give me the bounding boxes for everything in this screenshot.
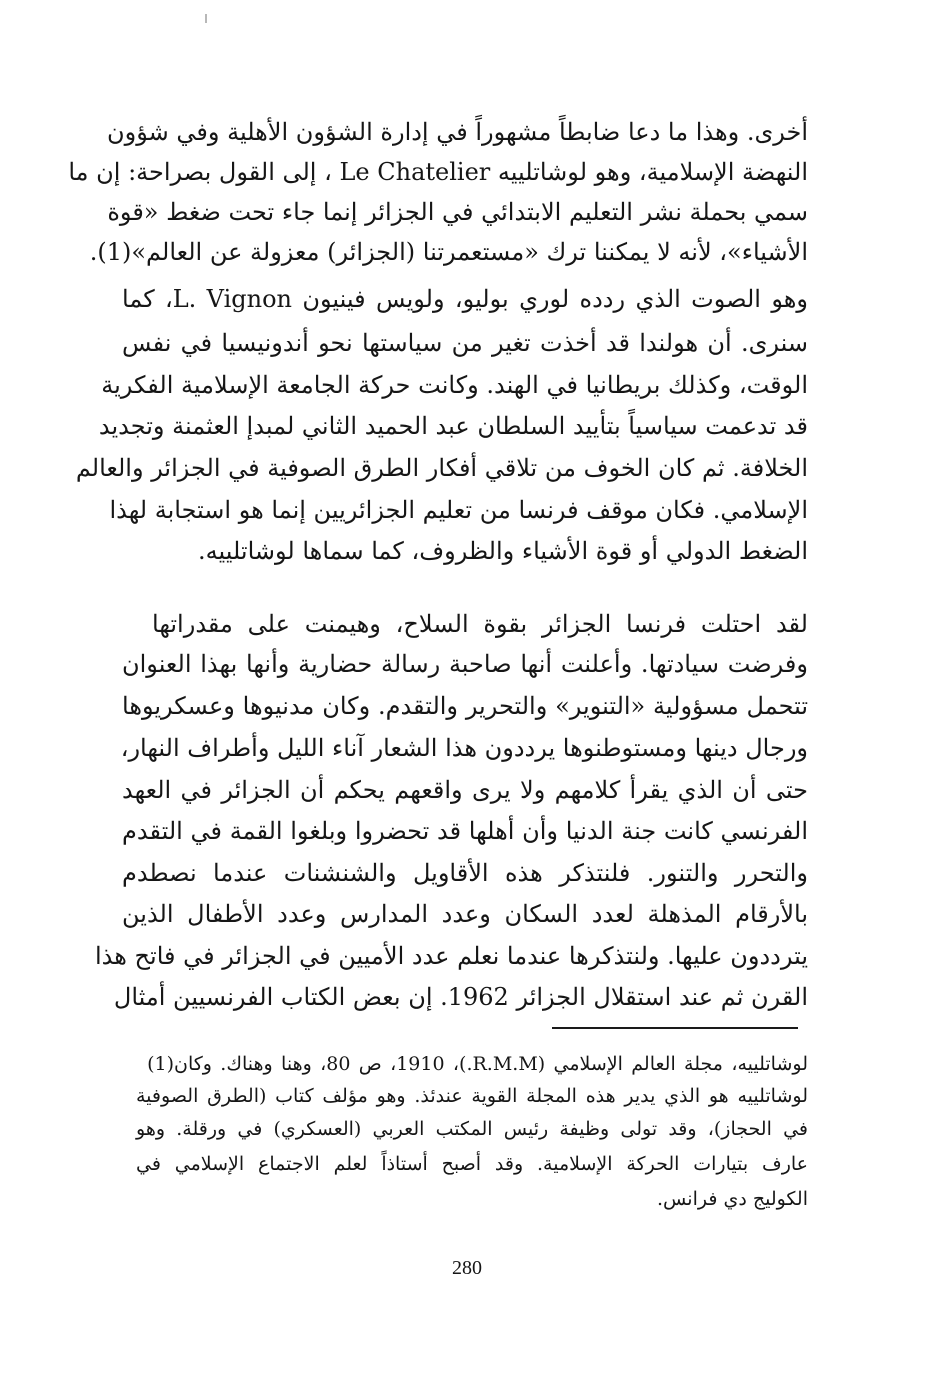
footnote-line: لوشاتلييه هو الذي يدير هذه المجلة القوية عندئذ. وهو مؤلف كتاب (الطرق الصوفية [136,1085,808,1107]
footnote-number: (1) [147,1053,174,1075]
scan-mark [205,14,207,23]
text-line: يترددون عليها. ولنتذكرها عندما نعلم عدد الأميين في الجزائر في فاتح هذا [94,942,808,970]
page-number: 280 [452,1257,482,1279]
footnote-line: الكوليج دي فرانس. [657,1188,808,1210]
footnote-divider [552,1027,798,1029]
text-line: ورجال دينها ومستوطنوها يرددون هذا الشعار آناء الليل وأطراف النهار، [120,734,808,762]
footnote-line: لوشاتلييه، مجلة العالم الإسلامي (R.M.M.)، 1910، ص 80، وهنا وهناك. وكان [174,1053,808,1075]
text-line: والتحرر والتنور. فلنتذكر هذه الأقاويل والشنشنات عندما نصطدم [122,859,808,887]
text-line: النهضة الإسلامية، وهو لوشاتلييه Le Chatelier ، إلى القول بصراحة: إن ما [68,158,808,186]
text-line: قد تدعمت سياسياً بتأييد السلطان عبد الحميد الثاني لمبدإ العثمنة وتجديد [98,412,808,440]
footnote-line: عارف بتيارات الحركة الإسلامية. وقد أصبح أستاذاً لعلم الاجتماع الإسلامي في [136,1153,808,1175]
text-line: الضغط الدولي أو قوة الأشياء والظروف، كما سماها لوشاتلييه. [197,537,808,565]
text-line: الوقت، وكذلك بريطانيا في الهند. وكانت حركة الجامعة الإسلامية الفكرية [101,371,808,399]
text-line: سنرى. أن هولندا قد أخذت تغير من سياستها نحو أندونيسيا في نفس [122,329,808,357]
text-line: الإسلامي. فكان موقف فرنسا من تعليم الجزائريين إنما هو استجابة لهذا [109,496,808,524]
text-line: الفرنسي كانت جنة الدنيا وأن أهلها قد تحضروا وبلغوا القمة في التقدم [122,817,809,845]
text-line: لقد احتلت فرنسا الجزائر بقوة السلاح، وهيمنت على مقدراتها [152,610,808,638]
text-line: بالأرقام المذهلة لعدد السكان وعدد المدارس وعدد الأطفال الذين [122,900,808,928]
text-line: تتحمل مسؤولية «التنوير» والتحرير والتقدم. وكان مدنيوها وعسكريوها [122,692,808,720]
text-line: وهو الصوت الذي ردده لوري بوليو، ولويس فينيون L. Vignon، كما [122,285,808,313]
text-line: الخلافة. ثم كان الخوف من تلاقي أفكار الطرق الصوفية في الجزائر والعالم [75,454,808,482]
text-line: وفرضت سيادتها. وأعلنت أنها صاحبة رسالة حضارية وأنها بهذا العنوان [122,650,808,678]
text-line: أخرى. وهذا ما دعا ضابطاً مشهوراً في إدارة الشؤون الأهلية وفي شؤون [107,118,808,146]
text-line: حتى أن الذي يقرأ كلامهم ولا يرى واقعهم يحكم أن الجزائر في العهد [122,776,808,804]
text-line: سمي بحملة نشر التعليم الابتدائي في الجزائر إنما جاء تحت ضغط «قوة [107,198,808,226]
text-line: الأشياء»، لأنه لا يمكننا ترك «مستعمرتنا (الجزائر) معزولة عن العالم»(1). [89,238,808,266]
footnote-line: في الحجاز)، وقد تولى وظيفة رئيس المكتب العربي (العسكري) في ورقلة. وهو [136,1118,808,1140]
text-line: القرن ثم عند استقلال الجزائر 1962. إن بعض الكتاب الفرنسيين أمثال [113,983,808,1011]
